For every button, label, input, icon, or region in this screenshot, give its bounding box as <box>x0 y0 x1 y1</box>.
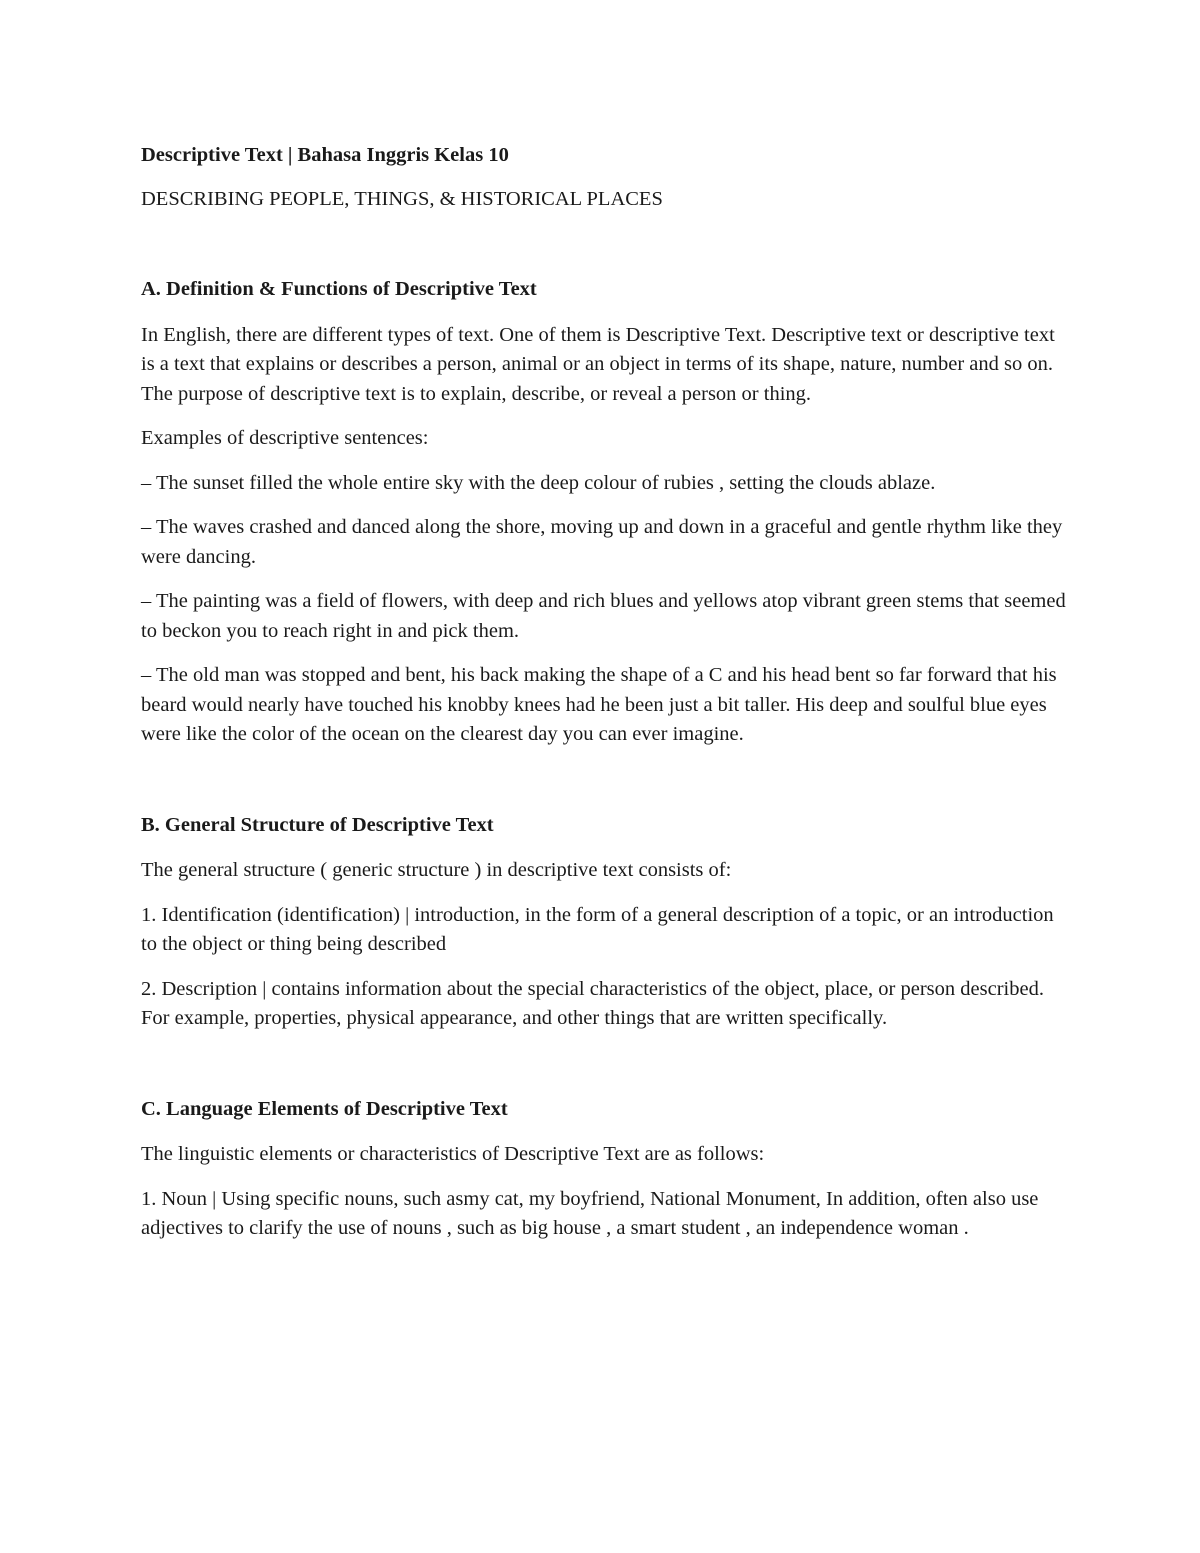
document-title: Descriptive Text | Bahasa Inggris Kelas 10 <box>141 144 509 166</box>
section-a-intro: In English, there are different types of text. One of them is Descriptive Text. Descriptive text or descriptive text is a text that explains or describes a person, animal or an object in terms of its shape, nature, number and so on. The purpose of descriptive text is to explain, describe, or reveal a person or thing. <box>141 323 1055 405</box>
examples-label: Examples of descriptive sentences: <box>141 427 429 449</box>
section-b-intro: The general structure ( generic structure ) in descriptive text consists of: <box>141 859 732 881</box>
language-element-item: 1. Noun | Using specific nouns, such asmy cat, my boyfriend, National Monument, In addition, often also use adjectives to clarify the use of nouns , such as big house , a smart student , an independence woman . <box>141 1187 1039 1239</box>
section-b <box>141 811 1066 1034</box>
section-a-heading: A. Definition & Functions of Descriptive Text <box>141 278 537 300</box>
section-a <box>141 275 1066 750</box>
section-c <box>141 1095 1066 1244</box>
example-sentence: – The old man was stopped and bent, his back making the shape of a C and his head bent so far forward that his beard would nearly have touched his knobby knees had he been just a bit taller. His deep and soulful blue eyes were like the color of the ocean on the clearest day you can ever imagine. <box>141 664 1057 745</box>
example-sentence: – The painting was a field of flowers, with deep and rich blues and yellows atop vibrant green stems that seemed to beckon you to reach right in and pick them. <box>141 590 1066 642</box>
structure-item: 2. Description | contains information about the special characteristics of the object, place, or person described. For example, properties, physical appearance, and other things that are written specifically. <box>141 977 1044 1029</box>
structure-item: 1. Identification (identification) | introduction, in the form of a general description of a topic, or an introduction to the object or thing being described <box>141 903 1054 955</box>
section-c-intro: The linguistic elements or characteristics of Descriptive Text are as follows: <box>141 1143 765 1165</box>
example-sentence: – The sunset filled the whole entire sky with the deep colour of rubies , setting the clouds ablaze. <box>141 471 936 494</box>
example-sentence: – The waves crashed and danced along the shore, moving up and down in a graceful and gentle rhythm like they were dancing. <box>141 516 1063 568</box>
document-page <box>141 141 1066 1259</box>
document-subtitle: DESCRIBING PEOPLE, THINGS, & HISTORICAL PLACES <box>141 187 663 210</box>
section-c-heading: C. Language Elements of Descriptive Text <box>141 1097 508 1120</box>
section-b-heading: B. General Structure of Descriptive Text <box>141 813 494 836</box>
